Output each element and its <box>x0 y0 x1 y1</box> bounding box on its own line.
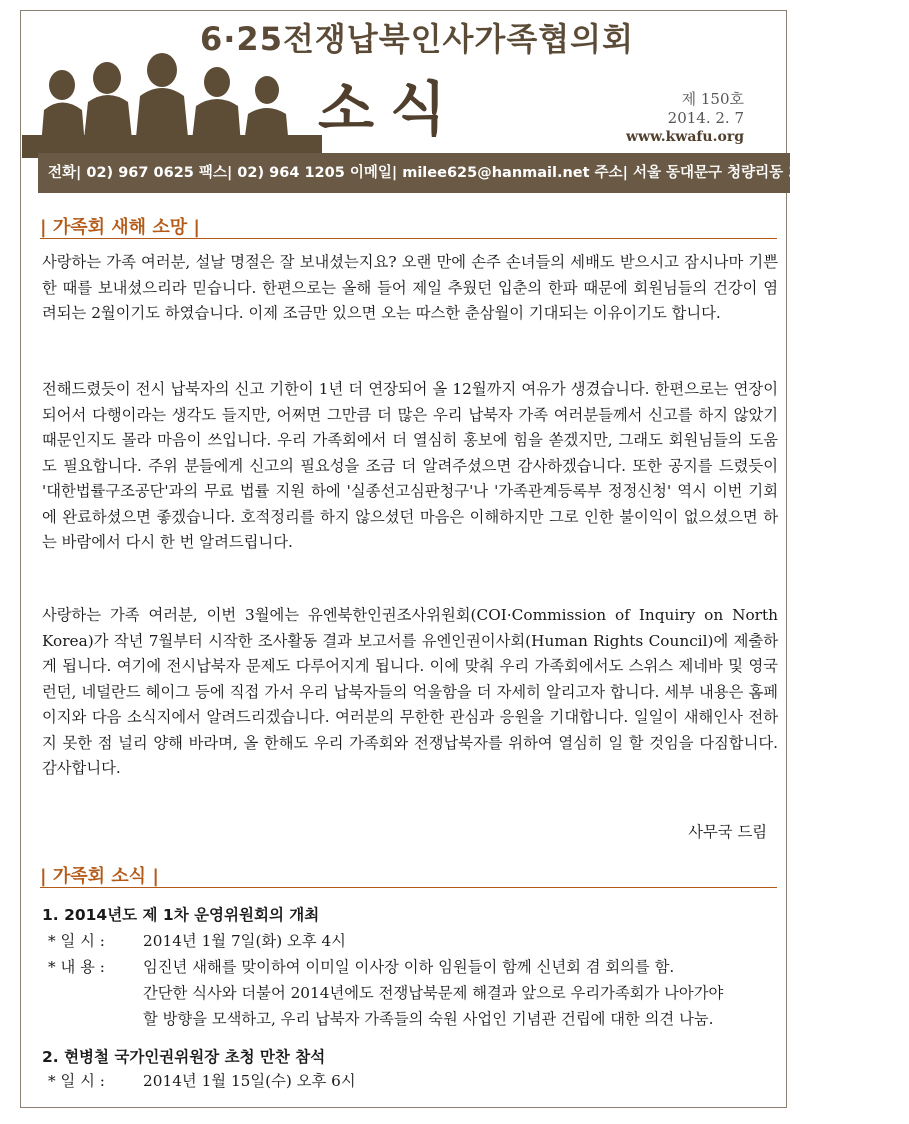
date-label: * 일 시 : <box>48 932 105 950</box>
date-value: 2014년 1월 15일(수) 오후 6시 <box>143 1072 356 1090</box>
newsletter-title: 소식 <box>318 75 463 143</box>
news-item-2-title: 2. 현병철 국가인권위원장 초청 만찬 참석 <box>42 1048 326 1066</box>
organization-name: 6·25전쟁납북인사가족협의회 <box>200 20 634 58</box>
contact-bar: 전화| 02) 967 0625 팩스| 02) 964 1205 이메일| milee625@hanmail.net 주소| 서울 동대문구 청량리동 317 성일빌딩 2층 <box>38 153 790 193</box>
section-heading-new-year: | 가족회 새해 소망 | <box>40 217 200 238</box>
news-item-1-content <box>48 954 778 980</box>
section-divider <box>40 238 777 239</box>
paragraph-2: 전해드렸듯이 전시 납북자의 신고 기한이 1년 더 연장되어 올 12월까지 여유가 생겼습니다. 한편으로는 연장이 되어서 다행이라는 생각도 들지만, 어쩌면 그만큼 더 많은 우리 납북자 가족 여러분들께서 신고를 하지 않았기 때문인지도 몰라 마음이 쓰입니다. 우리 가족회에서 더 열심히 홍보에 힘을 쏟겠지만, 그래도 회원님들의 도움도 필요합니다. 주위 분들에게 신고의 필요성을 조금 더 알려주셨으면 감사하겠습니다. 또한 공지를 드렸듯이 '대한법률구조공단'과의 무료 법률 지원 하에 '실종선고심판청구'나 '가족관계등록부 정정신청' 역시 이번 기회에 완료하셨으면 좋겠습니다. 호적정리를 하지 않으셨던 마음은 이해하지만 그로 인한 불이익이 없으셨으면 하는 바람에서 다시 한 번 알려드립니다. <box>42 380 778 551</box>
issue-info <box>626 90 744 147</box>
paragraph-3: 사랑하는 가족 여러분, 이번 3월에는 유엔북한인권조사위원회(COI·Commission of Inquiry on North Korea)가 작년 7월부터 시작한 조사활동 결과 보고서를 유엔인권이사회(Human Rights Council)에 제출하게 됩니다. 여기에 전시납북자 문제도 다루어지게 됩니다. 이에 맞춰 우리 가족회에서도 스위스 제네바 및 영국 런던, 네덜란드 헤이그 등에 직접 가서 우리 납북자들의 억울함을 더 자세히 알리고자 합니다. 세부 내용은 홈페이지와 다음 소식지에서 알려드리겠습니다. 여러분의 무한한 관심과 응원을 기대합니다. 일일이 새해인사 전하지 못한 점 널리 양해 바라며, 올 한해도 우리 가족회와 전쟁납북자를 위하여 열심히 일 할 것임을 다짐합니다. 감사합니다. <box>42 606 778 777</box>
section-divider <box>40 887 777 888</box>
website-link[interactable]: www.kwafu.org <box>625 129 744 145</box>
date-label: * 일 시 : <box>48 1072 105 1090</box>
section-heading-news: | 가족회 소식 | <box>40 866 159 887</box>
content-line-1: 임진년 새해를 맞이하여 이미일 이사장 이하 임원들이 함께 신년회 겸 회의를 함. <box>143 958 675 976</box>
news-item-1-date <box>48 928 778 954</box>
news-item-1-title: 1. 2014년도 제 1차 운영위원회의 개최 <box>42 906 320 924</box>
content-line-2: 간단한 식사와 더불어 2014년에도 전쟁납북문제 해결과 앞으로 우리가족회가 나아가야 <box>143 984 724 1002</box>
content-label: * 내 용 : <box>48 958 105 976</box>
content-line-3: 할 방향을 모색하고, 우리 납북자 가족들의 숙원 사업인 기념관 건립에 대한 의견 나눔. <box>143 1010 714 1028</box>
issue-date: 2014. 2. 7 <box>667 109 744 127</box>
signature: 사무국 드림 <box>688 823 767 841</box>
paragraph-1: 사랑하는 가족 여러분, 설날 명절은 잘 보내셨는지요? 오랜 만에 손주 손녀들의 세배도 받으시고 잠시나마 기쁜 한 때를 보내셨으리라 믿습니다. 한편으로는 올해 들어 제일 추웠던 입춘의 한파 때문에 회원님들의 건강이 염려되는 2월이기도 하였습니다. 이제 조금만 있으면 오는 따스한 춘삼월이 기대되는 이유이기도 합니다. <box>42 253 778 322</box>
date-value: 2014년 1월 7일(화) 오후 4시 <box>143 932 346 950</box>
issue-number: 제 150호 <box>681 90 744 108</box>
news-item-2-date <box>48 1068 778 1094</box>
